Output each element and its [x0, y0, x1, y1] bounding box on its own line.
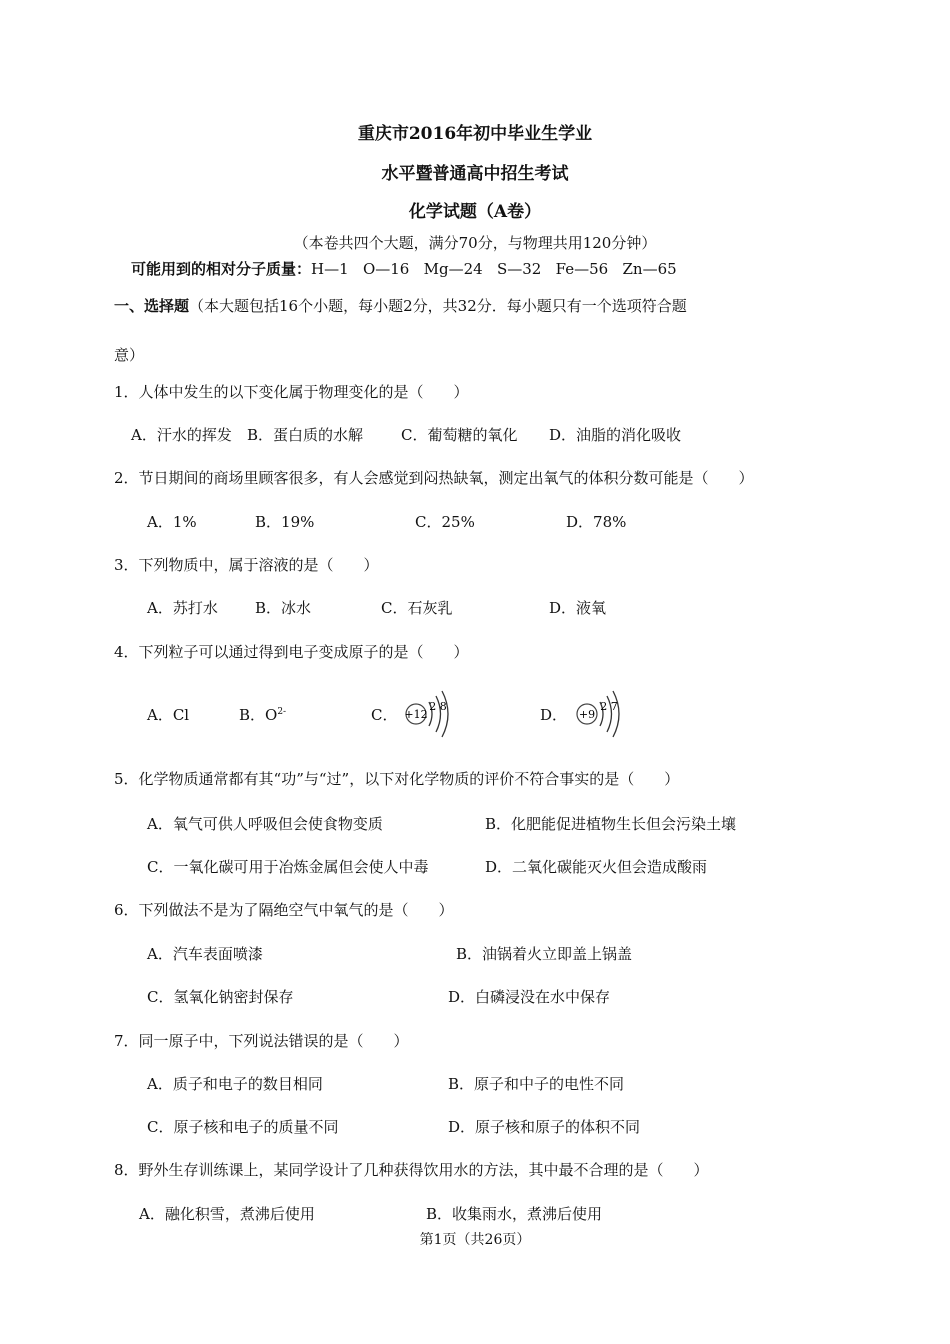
section1-heading-line — [114, 295, 687, 316]
question-8-option-a: A．融化积雪，煮沸后使用 — [139, 1205, 315, 1223]
question-6-option-c: C．氢氧化钠密封保存 — [147, 988, 294, 1006]
question-7-option-d: D．原子核和原子的体积不同 — [448, 1118, 641, 1136]
question-5-option-a: A．氧气可供人呼吸但会使食物变质 — [147, 815, 383, 833]
question-5-option-c: C．一氧化碳可用于冶炼金属但会使人中毒 — [147, 858, 429, 876]
question-5-stem: 5．化学物质通常都有其“功”与“过”，以下对化学物质的评价不符合事实的是（ ） — [114, 770, 680, 788]
question-3-stem: 3．下列物质中，属于溶液的是（ ） — [114, 556, 379, 574]
atom-c-shells-text: 2 8 — [429, 700, 447, 713]
ion-charge-superscript: 2- — [277, 707, 287, 717]
electron-shell-arc-3 — [613, 691, 619, 737]
question-7-option-c: C．原子核和电子的质量不同 — [147, 1118, 339, 1136]
question-2-option-d: D．78% — [566, 513, 627, 531]
question-7-stem: 7．同一原子中，下列说法错误的是（ ） — [114, 1032, 409, 1050]
question-3-option-c: C．石灰乳 — [381, 599, 453, 617]
exam-title-line1: 重庆市2016年初中毕业生学业 — [357, 124, 593, 144]
electron-shell-arc-3 — [442, 691, 448, 737]
question-4-option-a: A．Cl — [147, 706, 190, 724]
question-4-stem: 4．下列粒子可以通过得到电子变成原子的是（ ） — [114, 643, 469, 661]
atom-d-shells-text: 2 7 — [600, 700, 618, 713]
question-2-option-a: A．1% — [147, 513, 197, 531]
question-7-option-b: B．原子和中子的电性不同 — [448, 1075, 625, 1093]
question-4-option-c: C． — [371, 706, 398, 724]
question-1-option-c: C．葡萄糖的氧化 — [401, 426, 518, 444]
page-number-footer: 第1页（共26页） — [419, 1232, 531, 1248]
atomic-mass-values: H—1 O—16 Mg—24 S—32 Fe—56 Zn—65 — [311, 260, 677, 278]
question-7-option-a: A．质子和电子的数目相同 — [147, 1075, 323, 1093]
atom-diagram-d — [567, 684, 627, 744]
question-1-stem: 1．人体中发生的以下变化属于物理变化的是（ ） — [114, 383, 469, 401]
atomic-mass-line — [131, 258, 677, 279]
section1-description: （本大题包括16个小题，每小题2分，共32分．每小题只有一个选项符合题 — [189, 297, 687, 315]
question-3-option-b: B．冰水 — [255, 599, 312, 617]
section1-description-cont: 意） — [114, 346, 145, 364]
question-1-option-b: B．蛋白质的水解 — [247, 426, 364, 444]
question-5-option-d: D．二氧化碳能灭火但会造成酸雨 — [485, 858, 708, 876]
atom-c-nucleus-text: +12 — [404, 708, 428, 721]
question-2-option-c: C．25% — [415, 513, 475, 531]
question-8-option-b: B．收集雨水，煮沸后使用 — [426, 1205, 603, 1223]
exam-subject-title: 化学试题（A卷） — [408, 202, 542, 222]
question-2-option-b: B．19% — [255, 513, 315, 531]
question-6-option-b: B．油锅着火立即盖上锅盖 — [456, 945, 633, 963]
question-1-option-a: A．汗水的挥发 — [131, 426, 232, 444]
exam-note: （本卷共四个大题，满分70分，与物理共用120分钟） — [293, 234, 657, 252]
question-5-option-b: B．化肥能促进植物生长但会污染土壤 — [485, 815, 737, 833]
exam-title-line2: 水平暨普通高中招生考试 — [381, 164, 569, 184]
atomic-mass-label: 可能用到的相对分子质量： — [131, 260, 312, 278]
question-2-stem: 2．节日期间的商场里顾客很多，有人会感觉到闷热缺氧，测定出氧气的体积分数可能是（ ） — [114, 469, 754, 487]
question-6-option-a: A．汽车表面喷漆 — [147, 945, 263, 963]
atom-diagram-c — [398, 684, 458, 744]
question-4-option-b — [239, 704, 286, 725]
question-1-option-d: D．油脂的消化吸收 — [549, 426, 682, 444]
question-4-option-d: D． — [540, 706, 568, 724]
question-4-option-b-label: B．O — [239, 706, 278, 724]
question-3-option-d: D．液氧 — [549, 599, 607, 617]
question-8-stem: 8．野外生存训练课上，某同学设计了几种获得饮用水的方法，其中最不合理的是（ ） — [114, 1161, 709, 1179]
question-6-stem: 6．下列做法不是为了隔绝空气中氧气的是（ ） — [114, 901, 454, 919]
question-3-option-a: A．苏打水 — [147, 599, 218, 617]
question-6-option-d: D．白磷浸没在水中保存 — [448, 988, 611, 1006]
atom-d-nucleus-text: +9 — [578, 708, 596, 721]
section1-heading: 一、选择题 — [114, 297, 190, 315]
